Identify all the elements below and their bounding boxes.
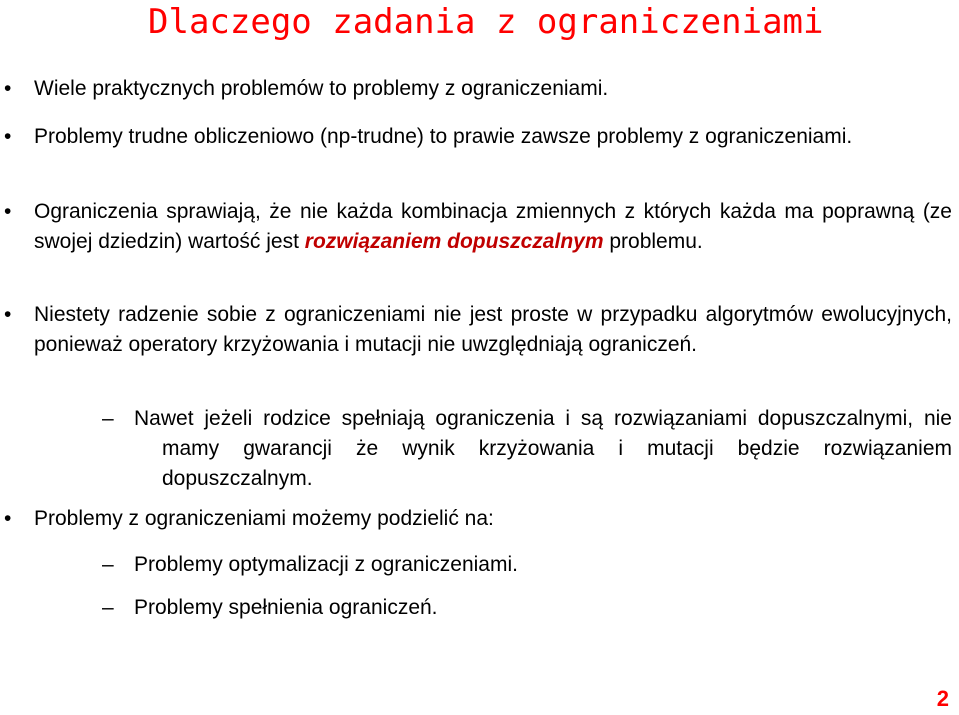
dash-marker: –	[102, 553, 114, 576]
highlighted-term: rozwiązaniem dopuszczalnym	[304, 230, 604, 253]
bullet-item	[4, 504, 952, 534]
bullet-marker: •	[4, 125, 12, 148]
sub-bullet-text: Problemy optymalizacji z ograniczeniami.	[134, 553, 518, 576]
bullet-marker: •	[4, 200, 12, 223]
bullet-item	[4, 197, 952, 257]
sub-bullet-text: Nawet jeżeli rodzice spełniają ograniczenia i są rozwiązaniami dopuszczalnymi, nie mamy gwarancji że wynik krzyżowania i mutacji będzie rozwiązaniem dopuszczalnym.	[134, 407, 952, 490]
slide-title: Dlaczego zadania z ograniczeniami	[148, 2, 824, 42]
sub-bullet-item	[102, 404, 952, 494]
bullet-marker: •	[4, 507, 12, 530]
bullet-text: Problemy z ograniczeniami możemy podzielić na:	[34, 507, 494, 530]
dash-marker: –	[102, 407, 114, 430]
bullet-item	[4, 122, 952, 152]
sub-bullet-item	[102, 593, 924, 623]
bullet-item	[4, 74, 952, 104]
page-number: 2	[936, 686, 949, 711]
bullet-text: Problemy trudne obliczeniowo (np-trudne) to prawie zawsze problemy z ograniczeniami.	[34, 125, 853, 148]
sub-bullet-item	[102, 550, 924, 580]
bullet-text	[34, 200, 952, 253]
sub-bullet-text: Problemy spełnienia ograniczeń.	[134, 596, 438, 619]
bullet-text: Niestety radzenie sobie z ograniczeniami nie jest proste w przypadku algorytmów ewolucyjnych, ponieważ operatory krzyżowania i mutacji nie uwzględniają ograniczeń.	[34, 303, 952, 356]
bullet-marker: •	[4, 77, 12, 100]
bullet-item	[4, 300, 952, 360]
bullet-text-part: problemu.	[603, 230, 703, 253]
bullet-marker: •	[4, 303, 12, 326]
bullet-text: Wiele praktycznych problemów to problemy z ograniczeniami.	[34, 77, 609, 100]
bullet-text-part: Ograniczenia sprawiają, że nie każda kombinacja zmiennych z których każda ma poprawną (ze swojej dziedzin) wartość jest	[34, 200, 952, 253]
dash-marker: –	[102, 596, 114, 619]
